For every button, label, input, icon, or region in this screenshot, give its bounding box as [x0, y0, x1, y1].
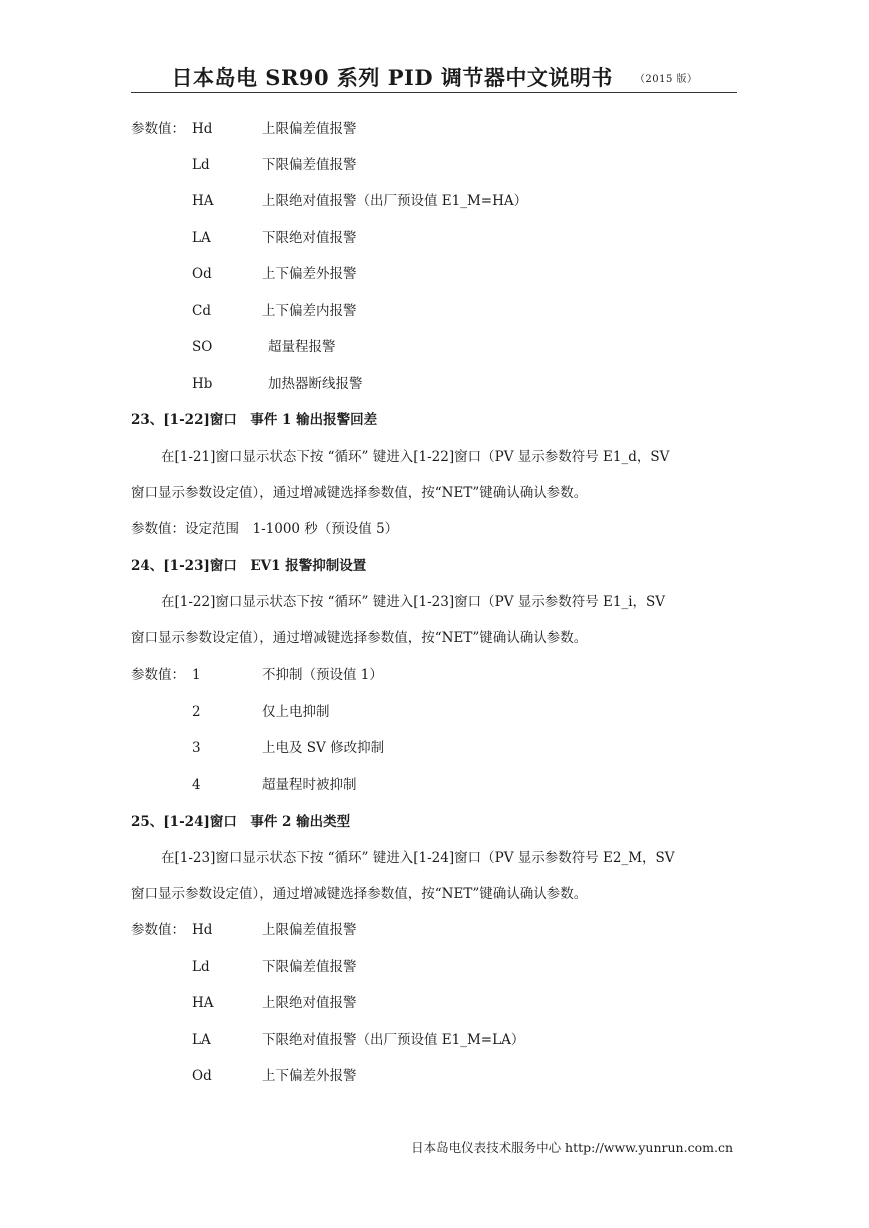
param-desc: 下限偏差值报警	[262, 959, 357, 975]
param-code: HA	[192, 193, 214, 209]
header-rule	[131, 92, 737, 93]
param-prefix: 参数值：	[131, 667, 185, 683]
param-desc: 超量程时被抑制	[262, 777, 357, 793]
param-code: LA	[192, 230, 211, 246]
param-desc: 超量程报警	[268, 339, 336, 355]
param-desc: 下限偏差值报警	[262, 157, 357, 173]
param-code: Ld	[192, 959, 210, 975]
section-heading: 23、[1-22]窗口 事件 1 输出报警回差	[131, 412, 378, 428]
param-code: Cd	[192, 303, 211, 319]
param-desc: 上限绝对值报警	[262, 995, 357, 1011]
param-desc: 下限绝对值报警（出厂预设值 E1_M=LA）	[262, 1032, 525, 1048]
param-code: Od	[192, 1068, 212, 1084]
document-title: 日本岛电 SR90 系列 PID 调节器中文说明书 （2015 版）	[171, 65, 698, 90]
param-code: 4	[192, 777, 201, 793]
param-desc: 上下偏差外报警	[262, 266, 357, 282]
param-code: LA	[192, 1032, 211, 1048]
paragraph-line: 窗口显示参数设定值），通过增减键选择参数值，按“NET”键确认确认参数。	[131, 485, 588, 501]
paragraph-line: 在[1-21]窗口显示状态下按 “循环” 键进入[1-22]窗口（PV 显示参数符号 E1_d，SV	[161, 449, 670, 465]
param-code: 3	[192, 740, 201, 756]
param-range: 参数值：设定范围 1-1000 秒（预设值 5）	[131, 521, 399, 537]
edition-label: （2015 版）	[634, 74, 698, 85]
param-desc: 上限偏差值报警	[262, 922, 357, 938]
paragraph-line: 窗口显示参数设定值），通过增减键选择参数值，按“NET”键确认确认参数。	[131, 630, 588, 646]
param-code: Hb	[192, 376, 213, 392]
param-code: 1	[192, 667, 201, 683]
param-code: Hd	[192, 922, 213, 938]
param-desc: 上下偏差内报警	[262, 303, 357, 319]
param-code: Od	[192, 266, 212, 282]
param-desc: 不抑制（预设值 1）	[262, 667, 383, 683]
param-code: SO	[192, 339, 213, 355]
param-desc: 仅上电抑制	[262, 704, 330, 720]
section-heading: 25、[1-24]窗口 事件 2 输出类型	[131, 814, 351, 830]
param-desc: 加热器断线报警	[268, 376, 363, 392]
param-desc: 上电及 SV 修改抑制	[262, 740, 385, 756]
param-desc: 上限绝对值报警（出厂预设值 E1_M=HA）	[262, 193, 528, 209]
param-desc: 上下偏差外报警	[262, 1068, 357, 1084]
param-prefix: 参数值：	[131, 922, 185, 938]
paragraph-line: 在[1-22]窗口显示状态下按 “循环” 键进入[1-23]窗口（PV 显示参数符号 E1_i，SV	[161, 594, 666, 610]
paragraph-line: 窗口显示参数设定值），通过增减键选择参数值，按“NET”键确认确认参数。	[131, 886, 588, 902]
page-footer: 日本岛电仪表技术服务中心 http://www.yunrun.com.cn	[411, 1140, 733, 1155]
param-desc: 上限偏差值报警	[262, 121, 357, 137]
param-code: Hd	[192, 121, 213, 137]
paragraph-line: 在[1-23]窗口显示状态下按 “循环” 键进入[1-24]窗口（PV 显示参数符号 E2_M，SV	[161, 850, 675, 866]
param-prefix: 参数值：	[131, 121, 185, 137]
param-code: 2	[192, 704, 201, 720]
section-heading: 24、[1-23]窗口 EV1 报警抑制设置	[131, 558, 367, 574]
param-code: Ld	[192, 157, 210, 173]
param-code: HA	[192, 995, 214, 1011]
param-desc: 下限绝对值报警	[262, 230, 357, 246]
